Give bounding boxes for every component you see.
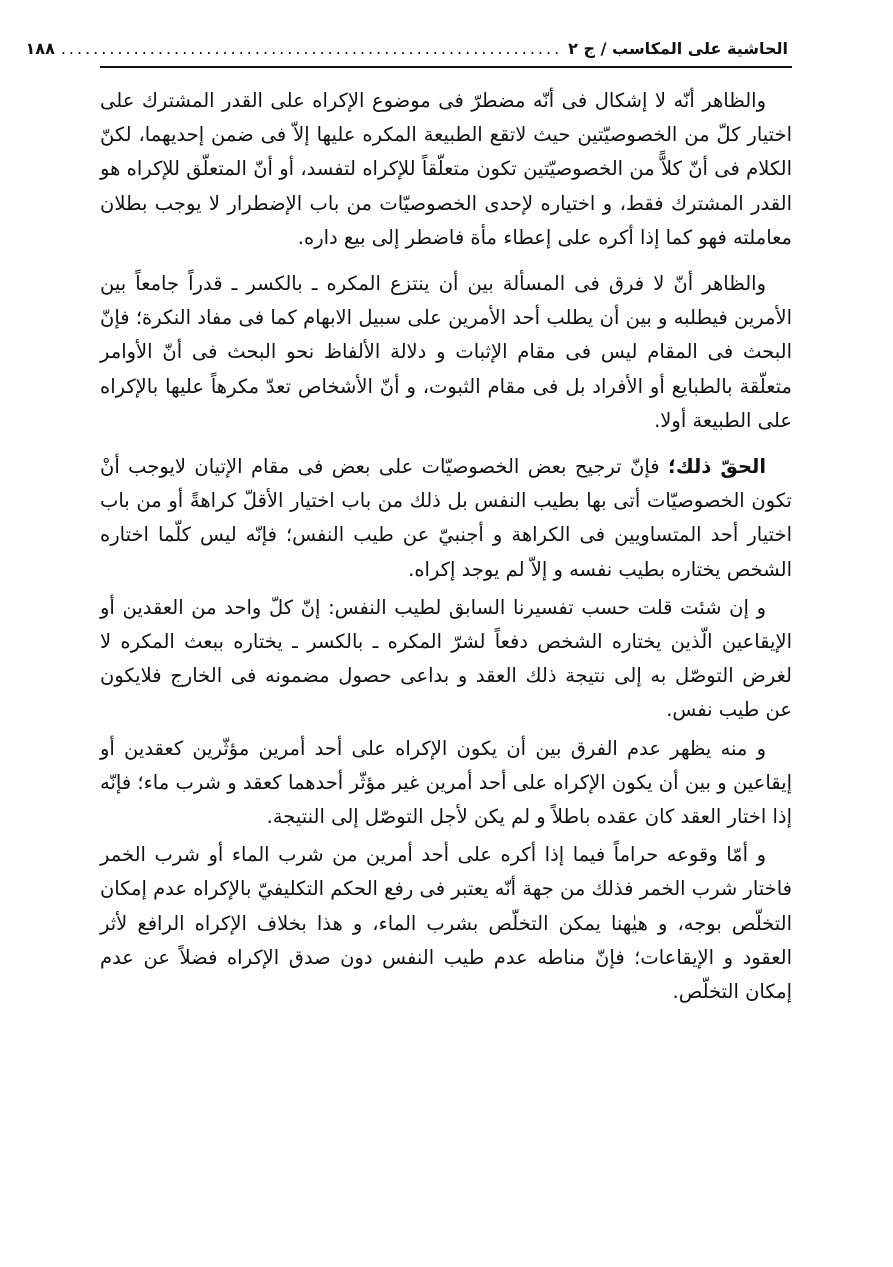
paragraph-text: فإنّ ترجيح بعض الخصوصيّات على بعض فى مقام الإتيان لايوجب أنْ تكون الخصوصيّات أتى بها بطيب النفس بل ذلك من باب اختيار الأقلّ كراهةً أو من باب اختيار أحد المتساويين فى الكراهة و أجنبيّ عن طيب النفس؛ فإنّه ليس كلّما اختاره الشخص يختاره بطيب نفسه و إلاّ لم يوجد إكراه. bbox=[100, 455, 792, 581]
paragraph-6 bbox=[100, 838, 792, 1009]
paragraph-text: والظاهر أنّه لا إشكال فى أنّه مضطرّ فى موضوع الإكراه على القدر المشترك على اختيار كلّ من الخصوصيّتين حيث لاتقع الطبيعة المكره عليها إلاّ فى ضمن إحديهما، لكنّ الكلام فى أنّ كلاًّ من الخصوصيّتين تكون متعلّقاً للإكراه لتفسد، أو أنّ المتعلّق للإكراه هو القدر المشترك فقط، و اختياره لإحدى الخصوصيّات من باب الإضطرار لا يوجب بطلان معاملته فهو كما إذا أكره على إعطاء مأة فاضطر إلى بيع داره. bbox=[100, 89, 792, 249]
paragraph-lead: الحقّ ذلك؛ bbox=[668, 455, 767, 479]
book-title: الحاشية على المكاسب / ج ٢ bbox=[568, 38, 788, 58]
paragraph-4 bbox=[100, 591, 792, 728]
paragraph-3 bbox=[100, 450, 792, 587]
paragraph-2 bbox=[100, 267, 792, 438]
leader-dots: .............................................................. bbox=[60, 38, 563, 58]
paragraph-1 bbox=[100, 84, 792, 255]
page-number: ١٨٨ bbox=[25, 38, 55, 58]
paragraph-5 bbox=[100, 732, 792, 835]
paragraph-text: و منه يظهر عدم الفرق بين أن يكون الإكراه على أحد أمرين مؤثّرين كعقدين أو إيقاعين و بين أن يكون الإكراه على أحد أمرين غير مؤثّر أحدهما كعقد و شرب ماء؛ فإنّه إذا اختار العقد كان عقده باطلاً و لم يكن لأجل التوصّل إلى النتيجة. bbox=[100, 736, 792, 829]
running-header bbox=[25, 30, 792, 68]
paragraph-text: و أمّا وقوعه حراماً فيما إذا أكره على أحد أمرين من شرب الماء أو شرب الخمر فاختار شرب الخمر فذلك من جهة أنّه يعتبر فى رفع الحكم التكليفيّ بالإكراه عدم إمكان التخلّص بوجه، و هيٰهنا يمكن التخلّص بشرب الماء، و هذا بخلاف الإكراه الرافع لأثر العقود و الإيقاعات؛ فإنّ مناطه عدم طيب النفس دون صدق الإكراه فضلاً عن عدم إمكان التخلّص. bbox=[99, 843, 792, 1004]
paragraph-text: و إن شئت قلت حسب تفسيرنا السابق لطيب النفس: إنّ كلّ واحد من العقدين أو الإيقاعين الّذين يختاره الشخص دفعاً لشرّ المكره ـ بالكسر ـ يختاره ببعث المكره لا لغرض التوصّل به إلى نتيجة ذلك العقد و بداعى حصول مضمونه فى الخارج فلايكون عن طيب نفس. bbox=[100, 595, 792, 722]
body-text bbox=[100, 84, 792, 1021]
paragraph-text: والظاهر أنّ لا فرق فى المسألة بين أن ينتزع المكره ـ بالكسر ـ قدراً جامعاً بين الأمرين فيطلبه و بين أن يطلب أحد الأمرين على سبيل الابهام كما فى مفاد النكرة؛ فإنّ البحث فى المقام ليس فى مقام الإثبات و دلالة الألفاظ نحو البحث فى أنّ الأوامر متعلّقة بالطبايع أو الأفراد بل فى مقام الثبوت، و أنّ الأشخاص تعدّ مكرهاً عليها بالإكراه على الطبيعة أولا. bbox=[100, 272, 792, 432]
